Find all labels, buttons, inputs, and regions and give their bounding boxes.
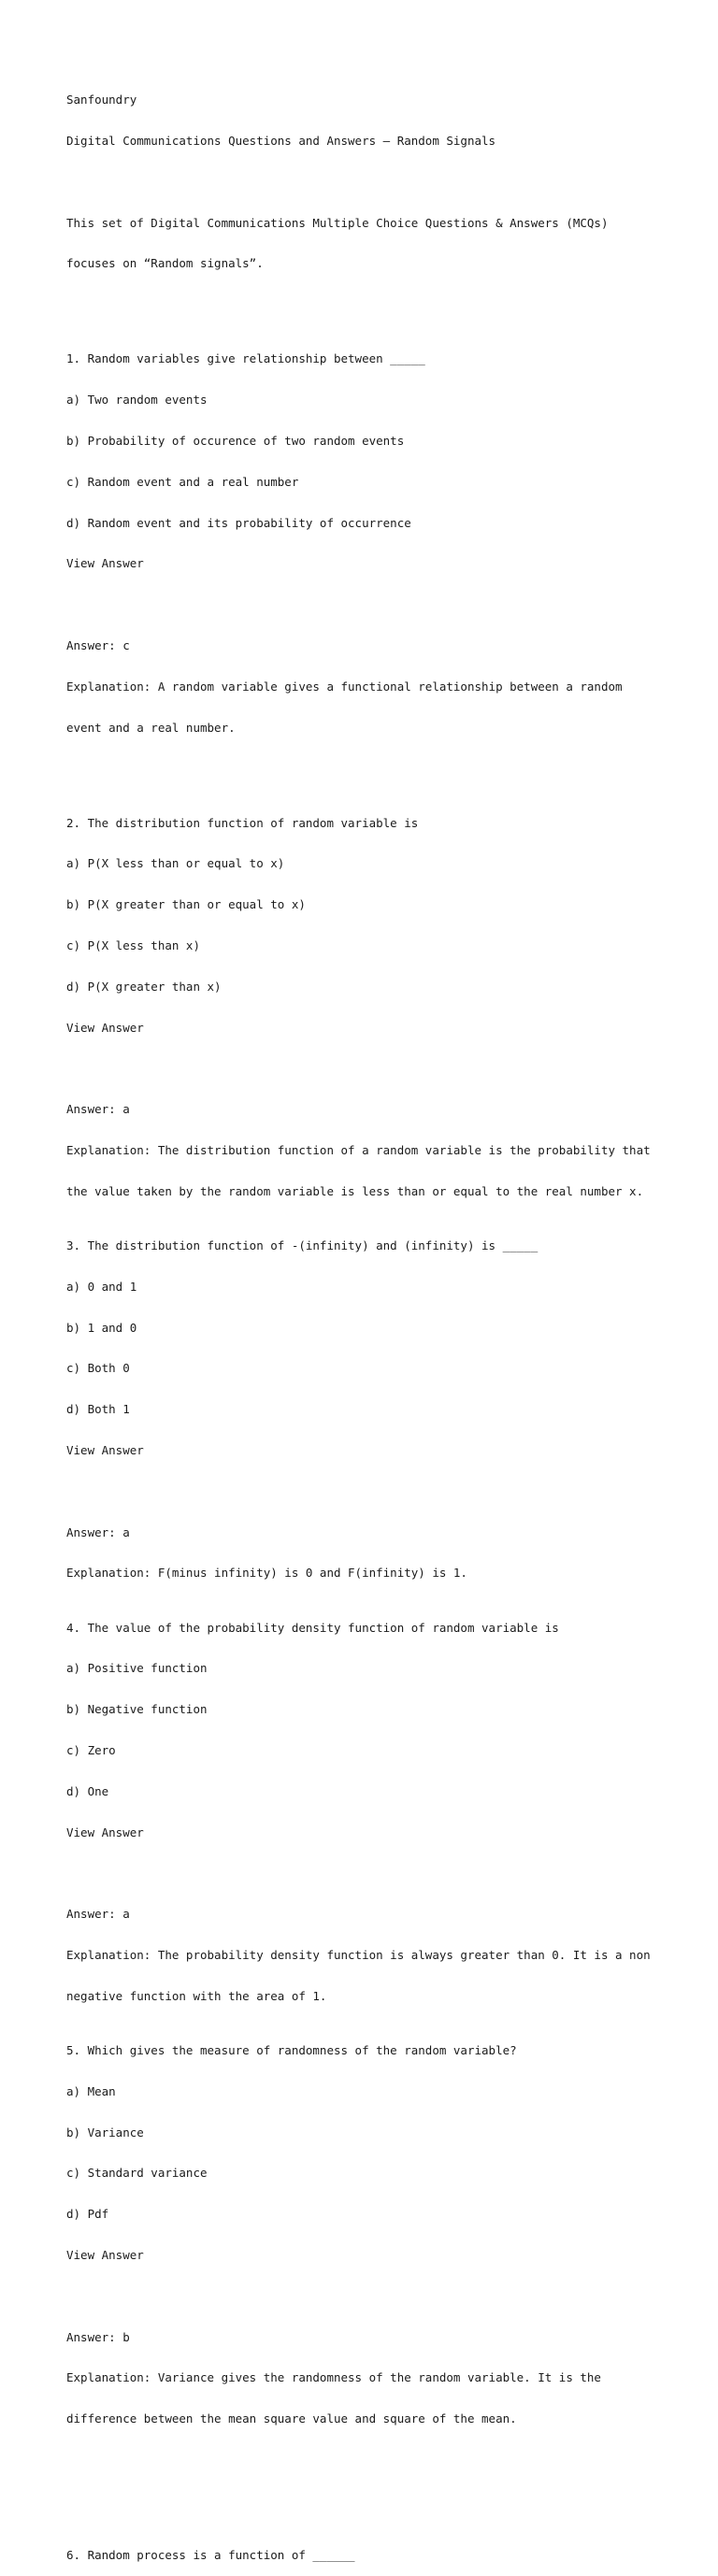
option-line: c) Random event and a real number [66, 474, 299, 489]
view-answer-link[interactable]: View Answer [66, 2248, 144, 2262]
option-line: c) Zero [66, 1743, 116, 1758]
option-line: a) 0 and 1 [66, 1279, 137, 1294]
blank-line [66, 1485, 683, 1499]
view-answer-link[interactable]: View Answer [66, 1442, 144, 1457]
question-4: 4. The value of the probability density function of random variable is [66, 1620, 559, 1635]
explanation-line: Explanation: A random variable gives a functional relationship between a random [66, 679, 623, 694]
answer-line: Answer: a [66, 1102, 130, 1117]
answer-line: Answer: a [66, 1524, 130, 1539]
page-title: Digital Communications Questions and Answers – Random Signals [66, 133, 496, 148]
view-answer-link[interactable]: View Answer [66, 1825, 144, 1839]
explanation-line: Explanation: Variance gives the randomness of the random variable. It is the [66, 2370, 601, 2385]
option-line: b) 1 and 0 [66, 1320, 137, 1335]
blank-line [66, 762, 683, 776]
view-answer-link[interactable]: View Answer [66, 1020, 144, 1035]
source-label: Sanfoundry [66, 93, 137, 107]
option-line: b) Negative function [66, 1702, 208, 1717]
answer-line: Answer: a [66, 1907, 130, 1922]
blank-line [66, 176, 683, 190]
intro-text: focuses on “Random signals”. [66, 256, 264, 271]
blank-line [66, 2454, 683, 2468]
option-line: a) Two random events [66, 393, 208, 408]
option-line: a) P(X less than or equal to x) [66, 856, 285, 871]
explanation-line: event and a real number. [66, 720, 236, 735]
option-line: c) Standard variance [66, 2166, 208, 2181]
option-line: c) Both 0 [66, 1361, 130, 1376]
option-line: c) P(X less than x) [66, 938, 200, 952]
blank-line [66, 1867, 683, 1881]
blank-line [66, 598, 683, 612]
answer-line: Answer: b [66, 2329, 130, 2344]
explanation-line: Explanation: F(minus infinity) is 0 and F(infinity) is 1. [66, 1566, 467, 1581]
explanation-line: the value taken by the random variable is less than or equal to the real number x. [66, 1183, 644, 1198]
option-line: d) Pdf [66, 2207, 109, 2222]
explanation-line: difference between the mean square value and square of the mean. [66, 2411, 517, 2426]
blank-line [66, 298, 683, 312]
answer-line: Answer: c [66, 637, 130, 652]
view-answer-link[interactable]: View Answer [66, 556, 144, 571]
question-3: 3. The distribution function of -(infinity) and (infinity) is _____ [66, 1238, 538, 1253]
blank-line [66, 2290, 683, 2304]
blank-line [66, 1062, 683, 1076]
explanation-line: Explanation: The probability density function is always greater than 0. It is a non [66, 1947, 651, 1962]
option-line: d) One [66, 1783, 109, 1798]
option-line: b) Variance [66, 2125, 144, 2140]
option-line: b) Probability of occurence of two random events [66, 434, 405, 449]
blank-line [66, 2495, 683, 2509]
question-1: 1. Random variables give relationship between _____ [66, 351, 425, 366]
option-line: d) Random event and its probability of occurrence [66, 515, 411, 530]
question-6: 6. Random process is a function of ______ [66, 2548, 355, 2563]
option-line: b) P(X greater than or equal to x) [66, 897, 306, 912]
intro-text: This set of Digital Communications Multiple Choice Questions & Answers (MCQs) [66, 215, 609, 230]
explanation-line: Explanation: The distribution function of a random variable is the probability that [66, 1142, 651, 1157]
explanation-line: negative function with the area of 1. [66, 1988, 327, 2003]
option-line: a) Mean [66, 2083, 116, 2098]
option-line: a) Positive function [66, 1661, 208, 1676]
question-5: 5. Which gives the measure of randomness of the random variable? [66, 2043, 517, 2058]
option-line: d) Both 1 [66, 1402, 130, 1417]
question-2: 2. The distribution function of random variable is [66, 815, 419, 830]
option-line: d) P(X greater than x) [66, 979, 222, 994]
document-body [66, 66, 683, 2576]
